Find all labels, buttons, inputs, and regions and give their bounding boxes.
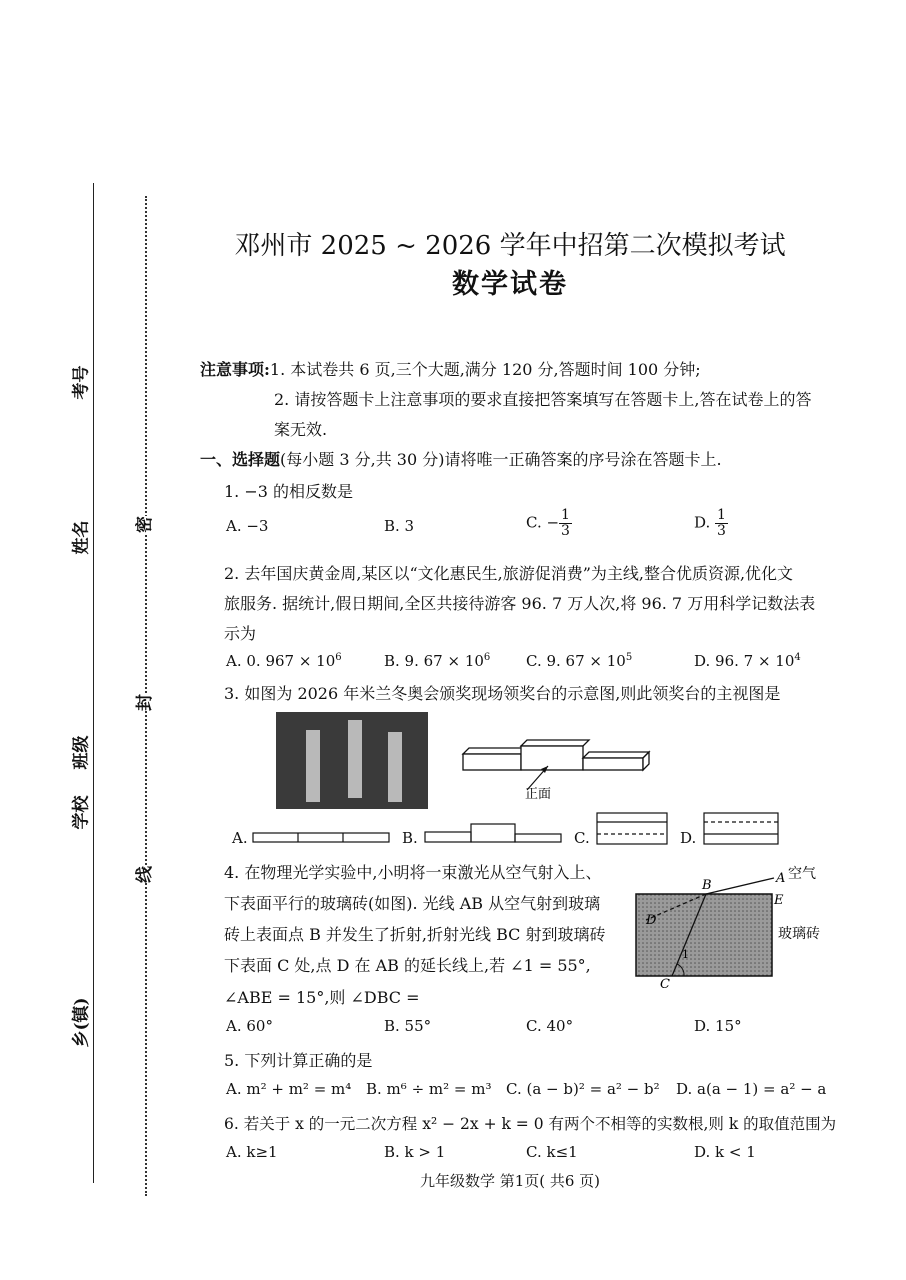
q6-option-d: D. k < 1: [694, 1143, 756, 1161]
q2-option-c: [526, 652, 632, 670]
q3-option-d-figure: [703, 812, 781, 846]
q3-option-c: C.: [574, 829, 590, 847]
q2-option-a: [226, 652, 342, 670]
q6-option-c: C. k≤1: [526, 1143, 578, 1161]
q5-stem: 5. 下列计算正确的是: [224, 1051, 373, 1070]
fraction-denominator: 3: [561, 523, 570, 539]
q4-option-b: B. 55°: [384, 1017, 432, 1035]
notes-item-1: 1. 本试卷共 6 页,三个大题,满分 120 分,答题时间 100 分钟;: [269, 360, 701, 379]
q1-option-d: [694, 508, 728, 539]
notes-line-1: [200, 357, 701, 380]
ray-ab: [706, 878, 774, 894]
podium-3d-diagram: [455, 736, 665, 806]
section-1-title: 一、选择题: [200, 450, 281, 469]
q6-stem: 6. 若关于 x 的一元二次方程 x² − 2x + k = 0 有两个不相等的实数根,则 k 的取值范围为: [224, 1115, 837, 1133]
point-e-label: E: [774, 893, 784, 908]
q4-line-3: 砖上表面点 B 并发生了折射,折射光线 BC 射到玻璃砖: [224, 925, 606, 944]
podium-photo: [276, 712, 428, 809]
q2-option-a-exponent: 6: [335, 652, 342, 663]
exam-title: 邓州市 2025 ~ 2026 学年中招第二次模拟考试: [234, 231, 786, 261]
athlete-figure: [348, 720, 362, 798]
notes-label: 注意事项:: [200, 360, 270, 379]
q2-option-b-exponent: 6: [483, 652, 491, 663]
q2-option-a-text: A. 0. 967 × 10: [226, 652, 336, 670]
q1-option-a: A. −3: [226, 517, 269, 535]
q2-option-d: [694, 652, 801, 670]
name-label: 姓名: [71, 520, 92, 555]
q1-option-b: B. 3: [384, 517, 415, 535]
q4-line-5: ∠ABE = 15°,则 ∠DBC =: [224, 988, 420, 1007]
q6-option-b: B. k > 1: [384, 1143, 446, 1161]
q2-option-d-text: D. 96. 7 × 10: [694, 652, 795, 670]
q5-option-d: D. a(a − 1) = a² − a: [676, 1080, 827, 1098]
athlete-figure: [388, 732, 402, 802]
fraction-numerator: 1: [717, 507, 726, 523]
q3-option-a-figure: [252, 830, 392, 844]
q2-option-b-text: B. 9. 67 × 10: [384, 652, 484, 670]
air-label: 空气: [788, 866, 816, 882]
q1-stem: 1. −3 的相反数是: [224, 482, 354, 501]
seal-mark-xian: 线: [130, 866, 155, 883]
q4-glass-diagram: [626, 858, 846, 988]
q3-option-b: B.: [402, 829, 418, 847]
angle-1-label: 1: [682, 948, 689, 961]
q1-option-c-prefix: C. −: [526, 513, 560, 532]
fraction-denominator: 3: [717, 523, 726, 539]
q1-option-c-fraction: [559, 508, 572, 539]
q2-option-b: [384, 652, 490, 670]
athlete-figure: [306, 730, 320, 802]
q2-option-c-text: C. 9. 67 × 10: [526, 652, 626, 670]
q6-option-a: A. k≥1: [226, 1143, 278, 1161]
q4-line-4: 下表面 C 处,点 D 在 AB 的延长线上,若 ∠1 = 55°,: [224, 956, 591, 975]
q2-line-3: 示为: [224, 624, 257, 643]
q3-option-c-figure: [596, 812, 670, 846]
q4-line-1: 4. 在物理光学实验中,小明将一束激光从空气射入上、: [224, 863, 602, 882]
q1-option-d-prefix: D.: [694, 513, 711, 532]
q3-stem: 3. 如图为 2026 年米兰冬奥会颁奖现场领奖台的示意图,则此领奖台的主视图是: [224, 684, 781, 703]
exam-no-label: 考号: [71, 365, 92, 400]
q5-option-c: C. (a − b)² = a² − b²: [506, 1080, 660, 1098]
q1-option-d-fraction: [715, 508, 728, 539]
q2-option-c-exponent: 5: [625, 652, 633, 663]
point-a-label: A: [776, 871, 786, 886]
binding-solid-line: [93, 183, 94, 1183]
section-1-desc: (每小题 3 分,共 30 分)请将唯一正确答案的序号涂在答题卡上.: [280, 450, 722, 469]
q3-option-d: D.: [680, 829, 697, 847]
glass-label: 玻璃砖: [778, 926, 820, 942]
q2-line-2: 旅服务. 据统计,假日期间,全区共接待游客 96. 7 万人次,将 96. 7 万用科学记数法表: [224, 594, 816, 613]
notes-item-2b: 案无效.: [274, 420, 328, 439]
q2-option-d-exponent: 4: [794, 652, 801, 663]
notes-item-2a: 2. 请按答题卡上注意事项的要求直接把答案填写在答题卡上,答在试卷上的答: [274, 390, 812, 409]
section-1-heading: [200, 447, 722, 470]
point-d-label: D: [646, 913, 657, 928]
q3-option-b-figure: [424, 822, 564, 844]
point-b-label: B: [702, 878, 712, 893]
seal-mark-mi: 密: [130, 516, 155, 533]
town-label: 乡(镇): [71, 997, 92, 1048]
q4-option-a: A. 60°: [226, 1017, 273, 1035]
q2-line-1: 2. 去年国庆黄金周,某区以“文化惠民生,旅游促消费”为主线,整合优质资源,优化文: [224, 564, 794, 583]
q5-option-a: A. m² + m² = m⁴: [226, 1080, 352, 1098]
q3-option-a: A.: [232, 829, 248, 847]
point-c-label: C: [660, 977, 670, 988]
fraction-numerator: 1: [561, 507, 570, 523]
glass-block: [636, 894, 772, 976]
q4-option-c: C. 40°: [526, 1017, 574, 1035]
school-label: 学校: [71, 795, 92, 830]
front-view-label: 正面: [525, 787, 552, 802]
q5-option-b: B. m⁶ ÷ m² = m³: [366, 1080, 492, 1098]
exam-subtitle: 数学试卷: [452, 269, 568, 300]
seal-mark-feng: 封: [130, 694, 155, 711]
q4-option-d: D. 15°: [694, 1017, 742, 1035]
page-footer: 九年级数学 第1页( 共6 页): [419, 1172, 601, 1190]
q1-option-c: [526, 508, 572, 539]
class-label: 班级: [71, 735, 92, 770]
q4-line-2: 下表面平行的玻璃砖(如图). 光线 AB 从空气射到玻璃: [224, 894, 601, 913]
